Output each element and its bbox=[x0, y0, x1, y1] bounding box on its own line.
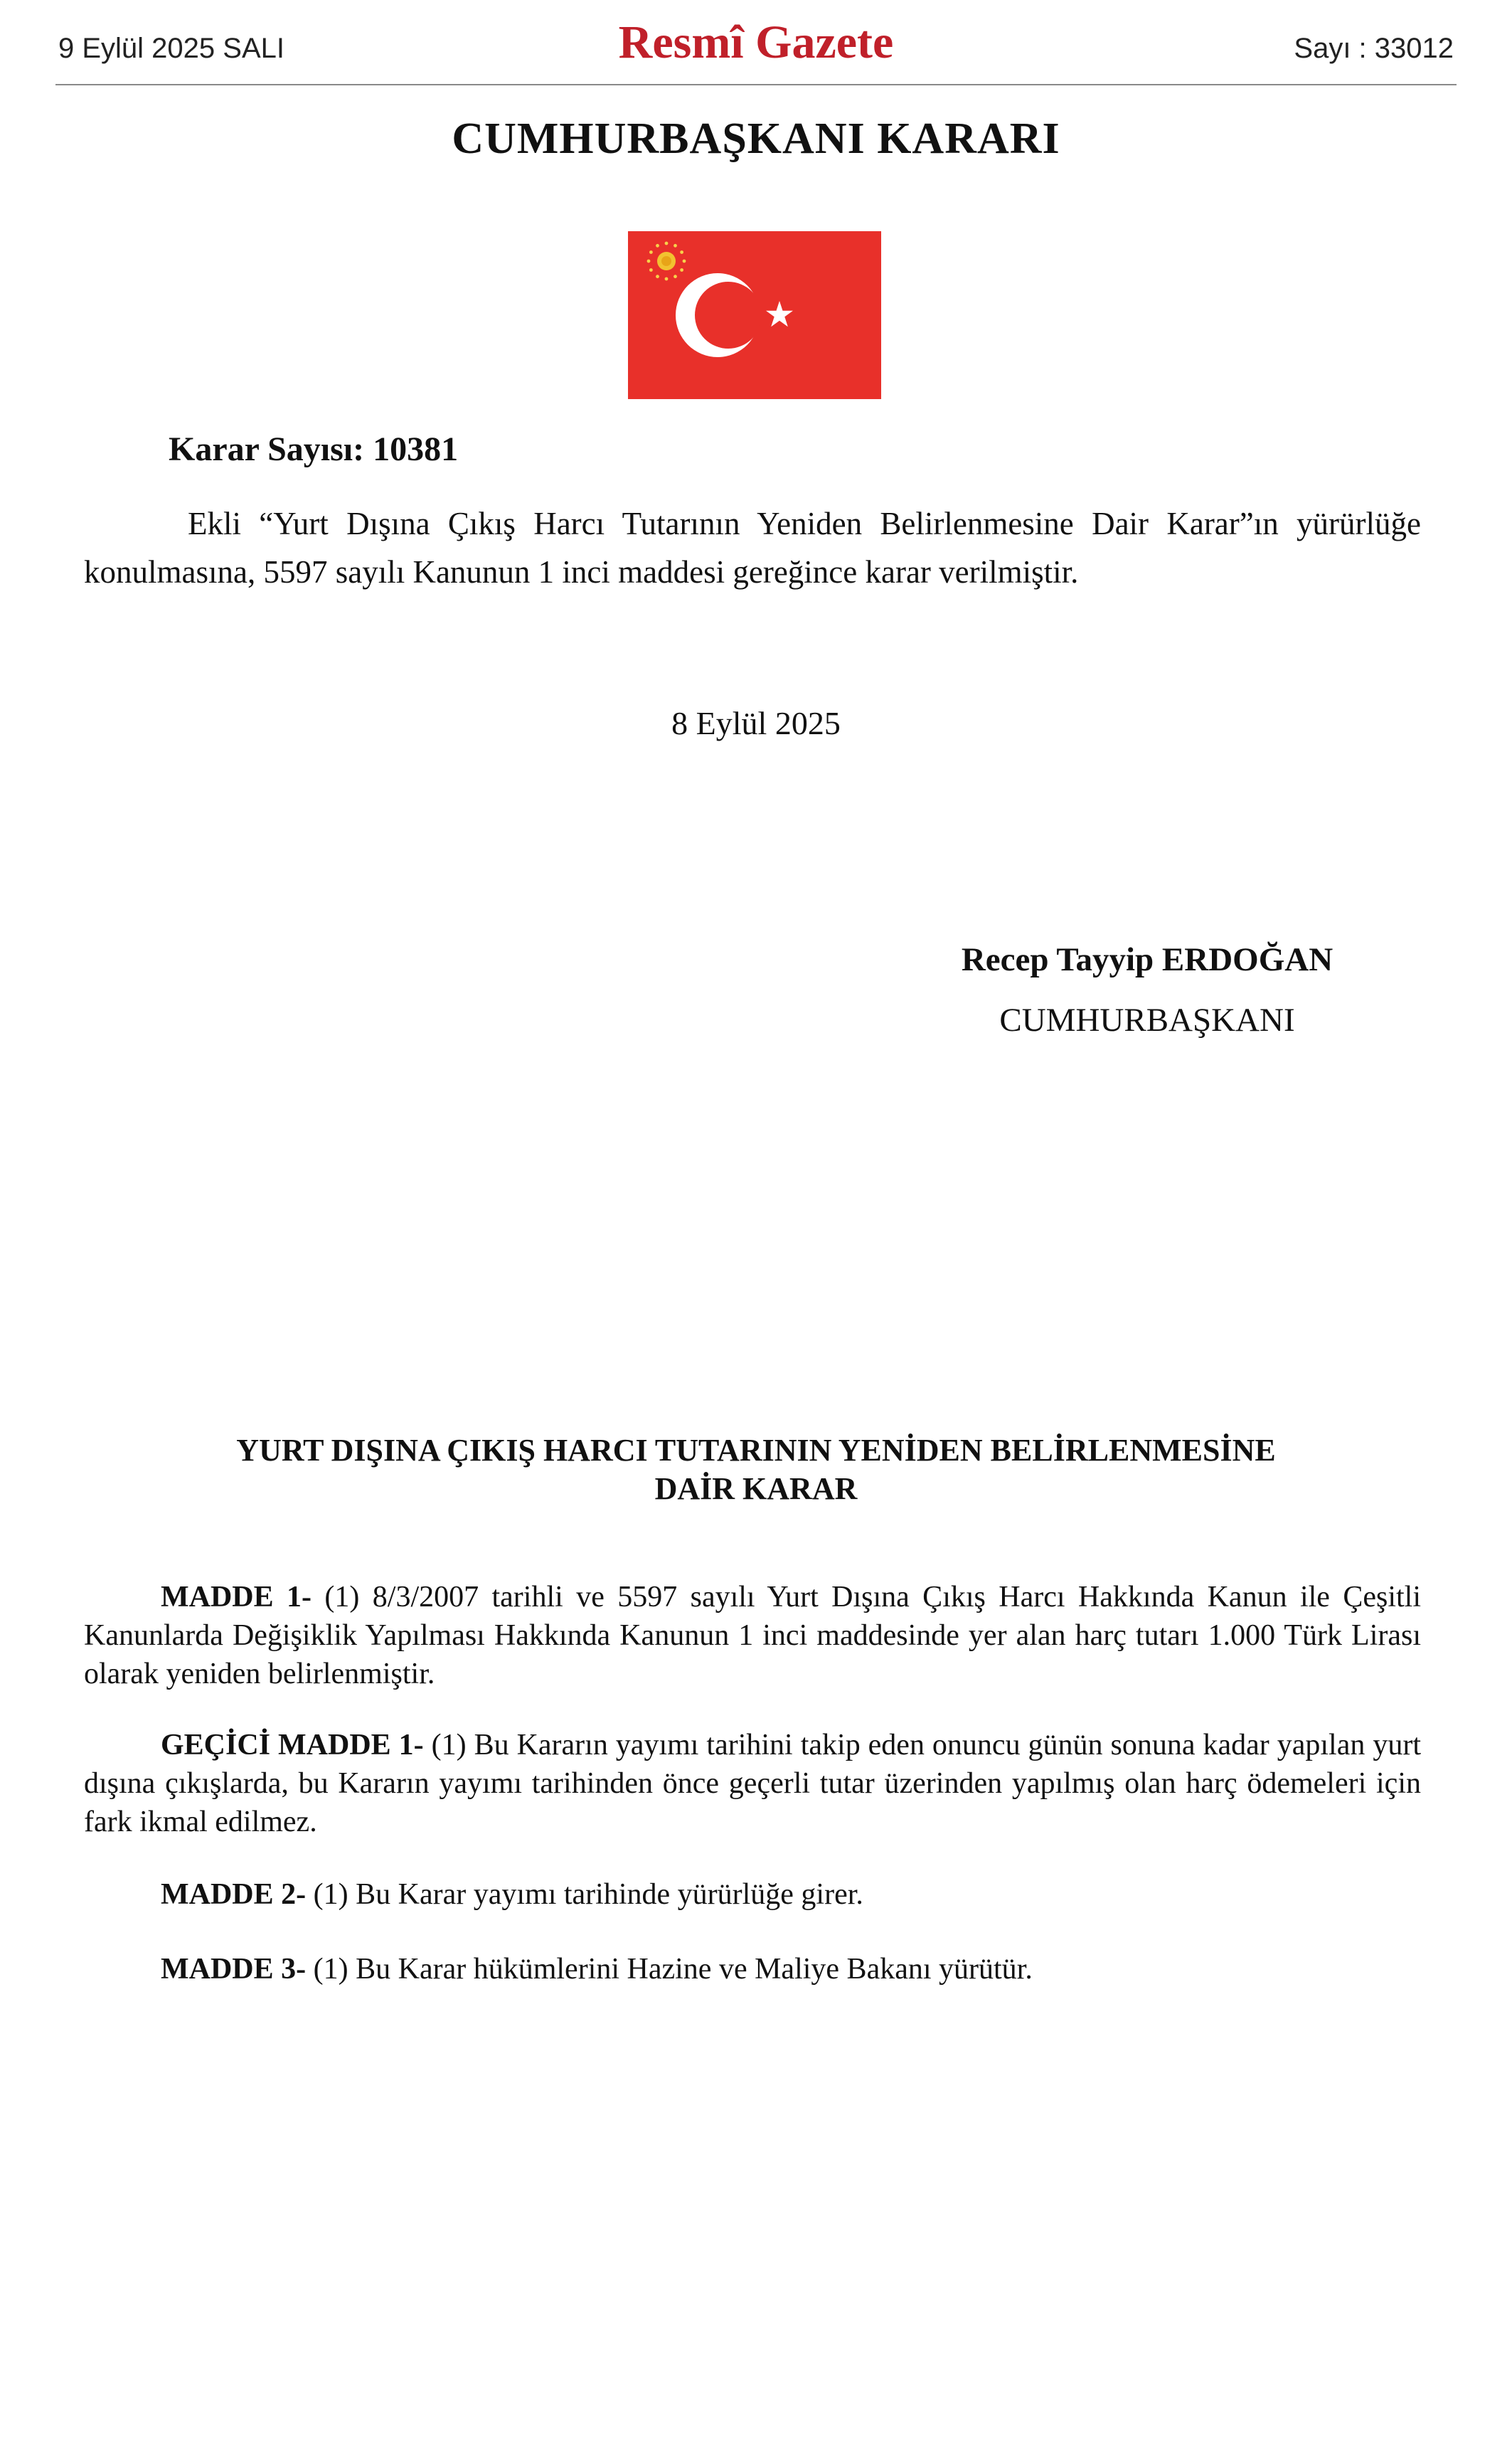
article-text: (1) Bu Karar yayımı tarihinde yürürlüğe girer. bbox=[306, 1878, 863, 1911]
signer-title: CUMHURBAŞKANI bbox=[999, 1002, 1295, 1039]
article-label: MADDE 3- bbox=[161, 1953, 307, 1986]
turkish-flag-with-presidential-seal-icon bbox=[628, 231, 881, 399]
header-divider bbox=[55, 84, 1457, 85]
header-issue-number: Sayı : 33012 bbox=[1294, 33, 1454, 64]
decision-intro-paragraph: Ekli “Yurt Dışına Çıkış Harcı Tutarının Yeniden Belirlenmesine Dair Karar”ın yürürlüğe konulmasına, 5597 sayılı Kanunun 1 inci maddesi gereğince karar verilmiştir. bbox=[84, 506, 1421, 590]
article-text: (1) Bu Kararın yayımı tarihini takip eden onuncu günün sonuna kadar yapılan yurt dışına çıkışlarda, bu Kararın yayımı tarihinden önce geçerli tutar üzerinden yapılmış olan harç ödemeleri için fark ikmal edilmez. bbox=[84, 1729, 1422, 1838]
article-label: GEÇİCİ MADDE 1- bbox=[161, 1729, 424, 1761]
decision-number: Karar Sayısı: 10381 bbox=[169, 430, 459, 468]
signer-name: Recep Tayyip ERDOĞAN bbox=[961, 941, 1333, 978]
annex-title bbox=[0, 1431, 1512, 1508]
header-date: 9 Eylül 2025 SALI bbox=[58, 33, 284, 64]
article-madde-1 bbox=[84, 1578, 1421, 1693]
gazette-masthead: Resmî Gazete bbox=[618, 16, 894, 68]
article-label: MADDE 1- bbox=[161, 1581, 312, 1613]
article-text: (1) Bu Karar hükümlerini Hazine ve Maliye Bakanı yürütür. bbox=[306, 1953, 1033, 1986]
article-text: (1) 8/3/2007 tarihli ve 5597 sayılı Yurt Dışına Çıkış Harcı Hakkında Kanun ile Çeşitli Kanunlarda Değişiklik Yapılması Hakkında Kanunun 1 inci maddesinde yer alan harç tutarı 1.000 Türk Lirası olarak yeniden belirlenmiştir. bbox=[84, 1581, 1421, 1690]
decision-date: 8 Eylül 2025 bbox=[671, 705, 841, 741]
annex-title-line-2: DAİR KARAR bbox=[654, 1471, 858, 1506]
article-label: MADDE 2- bbox=[161, 1878, 307, 1911]
article-gecici-madde-1 bbox=[84, 1726, 1421, 1841]
article-madde-2 bbox=[84, 1875, 1421, 1914]
annex-title-line-1: YURT DIŞINA ÇIKIŞ HARCI TUTARININ YENİDEN BELİRLENMESİNE bbox=[236, 1433, 1276, 1468]
decision-title: CUMHURBAŞKANI KARARI bbox=[452, 115, 1060, 163]
article-madde-3 bbox=[84, 1950, 1421, 1988]
